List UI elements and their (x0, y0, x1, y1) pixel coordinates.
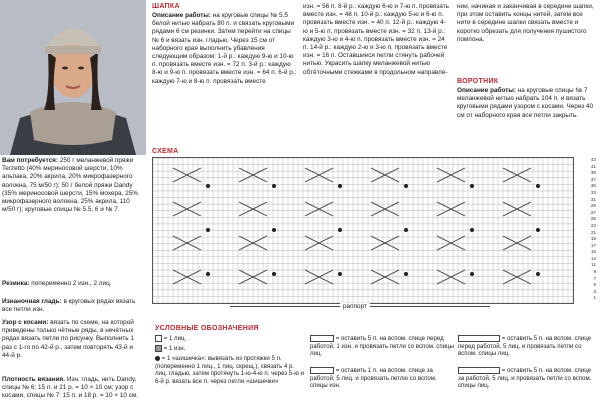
legend-cable-3-text: = оставить 5 п. на вспом. спице перед работой, 5 лиц. и провязать петли со вспом. спицы лиц. (458, 335, 592, 358)
legend-cable-4 (458, 367, 598, 390)
collar-title: ВОРОТНИК (457, 78, 499, 85)
row-number: 29 (590, 203, 596, 209)
row-number: 15 (590, 249, 596, 255)
hat-col2: изн. = 56 п. 8-й р.: каждую 6-ю и 7-ю п. провязать вместе изн. = 48 п. 10-й р.: каждую 5-ю и 6-ю п. провязать вместе изн. = 40 п. 12-й р.: каждую 4-ю и 5-ю п. провязать вместе изн. = 32 п. 13-й р.: каждую 3-ю и 4-ю п. провязать вместе изн. = 24 п. 14-й р.: каждую 2-ю и 3-ю п. провязать вместе изн. = 16 п. Оставшиеся петли стянуть рабочей нитью. Украсить шапку меланжевой нитью обтёточными стежками в продольном направле- (303, 3, 449, 76)
schema-title: СХЕМА (152, 148, 179, 155)
collar-text: на круговые спицы № 7 меланжевой нитью набрать 104 п. и вязать круговыми рядами узором с косами. Через 40 см от наборного края все петли закрыть. (457, 87, 594, 119)
row-number: 13 (590, 255, 596, 261)
rib-block (2, 280, 142, 288)
row-number: 7 (593, 275, 596, 281)
legend-purl (155, 345, 305, 353)
legend-bobble (155, 355, 305, 385)
legend-knit (155, 335, 305, 343)
row-number: 43 (590, 157, 596, 162)
legend-cable-1 (310, 335, 455, 358)
legend-cable-4-text: = оставить 5 п. на вспом. спице за работой, 5 лиц. и провязать петли со вспом. спицы лиц. (458, 367, 592, 390)
row-number: 25 (590, 216, 596, 222)
hat-col1-text: на круговые спицы № 5.5 белой нитью набрать 80 п. и связать круговыми рядами 6 см резинки. Затем перейти на спицы № 6 и вязать изн. гладью. Через 15 см от наборного края выполнить убавления следующим образом: 1-й р.: каждую 9-ю и 10-ю п. провязать вместе изн. = 72 п. 3-й р.: каждую 8-ю и 9-ю п. провязать вместе изн. = 64 п. 6-й р.: каждую 7-ю и 8-ю п. провязать вместе (152, 12, 297, 85)
row-number: 35 (590, 183, 596, 189)
row-number: 39 (590, 170, 596, 176)
knit-symbol (155, 335, 162, 342)
cable-crossings (173, 168, 531, 284)
row-number: 9 (593, 269, 596, 275)
row-number: 33 (590, 189, 596, 195)
cable-symbol-1 (310, 335, 334, 342)
legend-bobble-text: = 1 «шишечка»: вывязать из протяжки 5 п. (попеременно 1 лиц., 1 лиц. скрещ.), связать 4 р. лиц. гладью, затем протянуть 1-ю-4-ю п. через 5-ю и 6-й р. вязать все п. через петли «шишечки» (155, 355, 304, 385)
row-number: 41 (590, 163, 596, 169)
model-photo (0, 0, 146, 155)
purl-label: Изнаночная гладь: (2, 298, 62, 305)
purl-block (2, 298, 142, 314)
grid-lines (153, 158, 573, 303)
row-number: 3 (593, 288, 596, 294)
row-number: 5 (593, 282, 596, 288)
materials-block (2, 157, 142, 214)
legend-purl-text: = 1 изн. (163, 345, 186, 353)
row-number: 19 (590, 236, 596, 242)
purl-text: в круговых рядах вязать все петли изн. (2, 298, 136, 314)
repeat-label: раппорт (340, 303, 370, 311)
legend-cable-2 (310, 367, 455, 390)
legend-cable-2-text: = оставить 1 п. на вспом. спице за работой, 5 лиц. и провязать петлю со вспом. спицы изн. (310, 367, 437, 390)
row-number: 31 (590, 196, 596, 202)
cable-text: вязать по схеме, на которой приведены только чётные ряды, в нечётных рядах вязать петли по рисунку. Выполнить 1 раз с 1-го по 42-й р., затем повторять 43-й и 44-й р. (2, 319, 134, 359)
row-number: 21 (590, 229, 596, 235)
hat-col3: нии, начиная и заканчивая в середине шапки, при этом оставить концы нитей, затем все нити в середине шапки связать вместе и коротко обрезать для получения пушистого помпона. (457, 3, 594, 43)
legend-cable-3 (458, 335, 598, 358)
cable-symbol-2 (310, 367, 334, 374)
purl-symbol (155, 345, 162, 352)
cable-label: Узор с косами: (2, 319, 49, 326)
rib-label: Резинка: (2, 280, 30, 287)
row-number: 23 (590, 222, 596, 228)
hat-title: ШАПКА (152, 3, 180, 10)
legend-cable-1-text: = оставить 5 п. на вспом. спице перед работой, 1 изн. и провязать петли со вспом. спицы лиц. (310, 335, 454, 358)
needs-text: 250 г меланжевой пряжи Terzetto (40% мериносовой шерсти, 10% альпака, 20% акрила, 20% микрофазерного волокна, 75 м/50 г); 50 г белой пряжи Dandy (35% мериносовой шерсти, 15% мохера, 25% микрофазерного волокна, 25% акрила, 110 м/50 г); круговые спицы № 5.5, 6 и № 7. (2, 157, 138, 214)
gauge-block (2, 376, 142, 401)
row-number: 11 (591, 262, 596, 268)
row-numbers (574, 157, 596, 302)
cable-symbol-3 (458, 335, 500, 342)
rib-text: попеременно 2 изн., 2 лиц. (31, 280, 112, 287)
cable-block (2, 319, 142, 360)
chart-grid (153, 158, 573, 303)
needs-label: Вам потребуется: (2, 157, 59, 164)
hat-col1 (152, 12, 297, 86)
row-number: 1 (593, 295, 596, 301)
hat-desc-label: Описание работы: (152, 12, 211, 19)
row-number: 27 (590, 209, 596, 215)
collar-desc-label: Описание работы: (457, 87, 516, 94)
row-number: 17 (590, 242, 596, 248)
row-number: 37 (590, 176, 596, 182)
gauge-label: Плотность вязания. (2, 376, 66, 383)
legend-knit-text: = 1 лиц. (163, 335, 187, 343)
cable-symbol-4 (458, 367, 500, 374)
knitting-chart (152, 157, 574, 304)
collar-block (457, 87, 598, 120)
legend-title: УСЛОВНЫЕ ОБОЗНАЧЕНИЯ (155, 325, 259, 332)
bobble-symbol (155, 356, 160, 361)
gauge-text: Изн. гладь, нить Dandy, спицы № 6: 15 п. и 21 р. = 10 × 10 см; узор с косами, спицы № 7: 15 п. и 18 р. = 10 × 10 см. (2, 376, 139, 400)
